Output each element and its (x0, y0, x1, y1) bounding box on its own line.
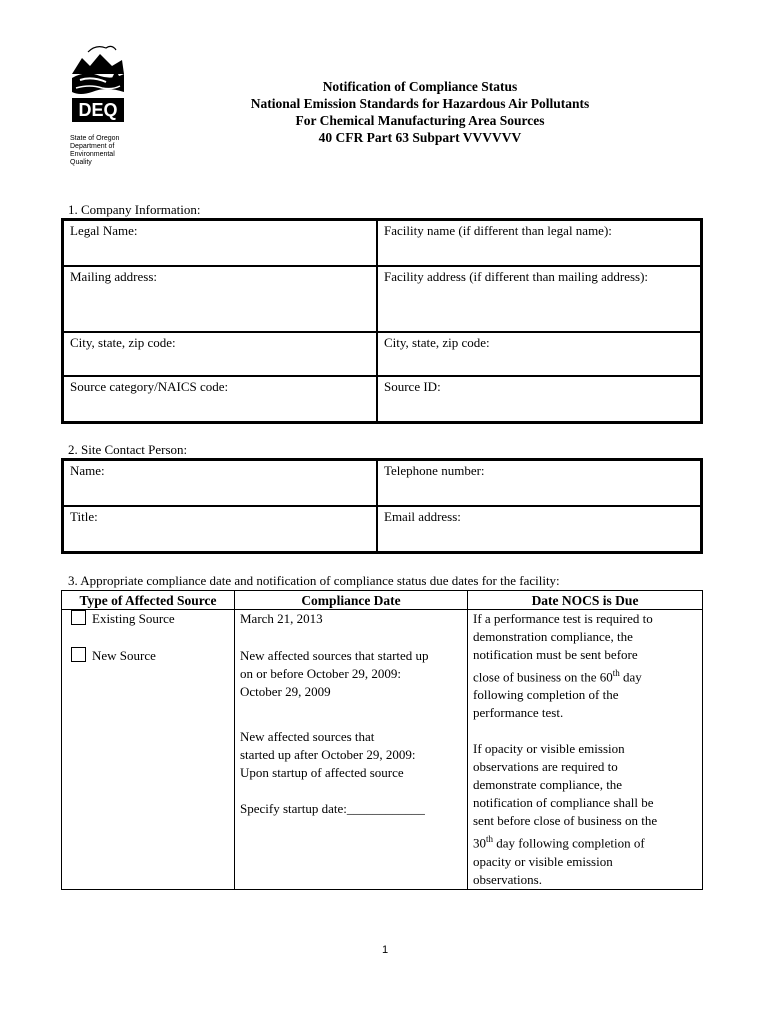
facility-address-field[interactable]: Facility address (if different than mailing address): (377, 266, 701, 332)
deq-logo (66, 44, 136, 167)
header-compliance-date: Compliance Date (235, 591, 468, 610)
title-line-2: National Emission Standards for Hazardous Air Pollutants (250, 96, 590, 111)
deq-landscape-icon (66, 44, 128, 132)
page-number: 1 (381, 944, 389, 956)
section1-label: 1. Company Information: (68, 202, 201, 217)
header-type: Type of Affected Source (62, 591, 235, 610)
title-line-4: 40 CFR Part 63 Subpart VVVVVV (318, 130, 522, 145)
section2-label: 2. Site Contact Person: (68, 442, 188, 457)
performance-test-text: If a performance test is required to demonstration compliance, the notification must be sent before close of business on the 60th day following completion of the performance test. (473, 611, 653, 721)
existing-compliance-date: March 21, 2013 (240, 611, 323, 626)
facility-city-state-zip-field[interactable]: City, state, zip code: (377, 332, 701, 376)
contact-name-field[interactable]: Name: (63, 460, 377, 506)
section3-label: 3. Appropriate compliance date and notification of compliance status due dates for the facility: (68, 573, 560, 588)
header-nocs-due: Date NOCS is Due (468, 591, 703, 610)
existing-source-option[interactable] (67, 610, 229, 647)
title-line-1: Notification of Compliance Status (322, 79, 518, 94)
compliance-date-table (61, 590, 703, 890)
svg-text:DEQ: DEQ (78, 100, 118, 120)
startup-date-field[interactable]: Specify startup date:____________ (240, 801, 425, 816)
email-field[interactable]: Email address: (377, 506, 701, 552)
new-source-checkbox[interactable] (71, 647, 86, 662)
legal-name-field[interactable]: Legal Name: (63, 220, 377, 266)
new-source-label: New Source (92, 648, 156, 663)
mailing-address-field[interactable]: Mailing address: (63, 266, 377, 332)
company-info-table (61, 218, 703, 424)
type-column (62, 610, 235, 890)
opacity-observation-text: If opacity or visible emission observations are required to demonstrate compliance, the notification of compliance shall be sent before close of business on the 30th day following completion of opacity or visible emission observations. (473, 741, 658, 887)
site-contact-table (61, 458, 703, 554)
agency-name: State of Oregon Department of Environmental Quality (70, 135, 120, 166)
source-id-field[interactable]: Source ID: (377, 376, 701, 422)
naics-code-field[interactable]: Source category/NAICS code: (63, 376, 377, 422)
title-line-3: For Chemical Manufacturing Area Sources (295, 113, 545, 128)
existing-source-label: Existing Source (92, 611, 175, 626)
compliance-date-column (235, 610, 468, 890)
new-before-2009-text: New affected sources that started up on or before October 29, 2009: October 29, 2009 (240, 648, 429, 699)
contact-title-field[interactable]: Title: (63, 506, 377, 552)
telephone-field[interactable]: Telephone number: (377, 460, 701, 506)
mailing-city-state-zip-field[interactable]: City, state, zip code: (63, 332, 377, 376)
nocs-due-column (468, 610, 703, 890)
form-title (200, 78, 640, 146)
facility-name-field[interactable]: Facility name (if different than legal name): (377, 220, 701, 266)
existing-source-checkbox[interactable] (71, 610, 86, 625)
new-source-option[interactable] (67, 647, 229, 665)
new-after-2009-text: New affected sources that started up after October 29, 2009: Upon startup of affected source (240, 729, 416, 780)
